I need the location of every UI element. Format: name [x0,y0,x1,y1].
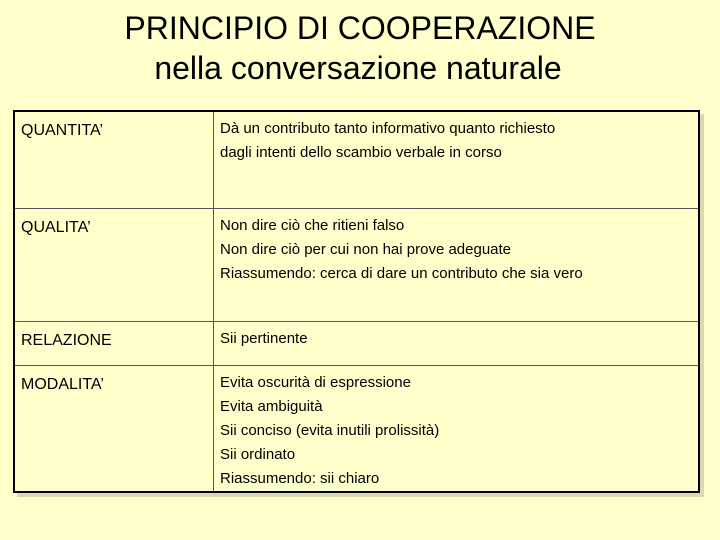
description-line: Dà un contributo tanto informativo quanto richiesto [220,120,556,137]
table-row-qualita [14,208,699,321]
description-line: Evita ambiguità [220,397,323,415]
row-label: QUALITA’ [14,208,214,321]
row-description [214,321,700,365]
table-row-modalita [14,365,699,492]
description-line: Riassumendo: cerca di dare un contributo che sia vero [220,264,583,282]
row-label: MODALITA’ [14,365,214,492]
cooperation-principle-table [13,110,700,493]
description-line: dagli intenti dello scambio verbale in corso [220,144,502,161]
description-line: Non dire ciò che ritieni falso [220,216,405,234]
description-line: Sii pertinente [220,329,308,347]
description-line: Sii ordinato [220,445,296,463]
title-line-2: nella conversazione naturale [154,50,562,86]
slide-title [0,8,720,88]
table-row-quantita [14,111,699,208]
row-label: RELAZIONE [14,321,214,365]
description-line: Riassumendo: sii chiaro [220,469,380,487]
row-label: QUANTITA’ [14,111,214,208]
title-line-1: PRINCIPIO DI COOPERAZIONE [124,10,596,46]
row-description [214,111,700,208]
description-line: Sii conciso (evita inutili prolissità) [220,421,440,439]
description-line: Non dire ciò per cui non hai prove adeguate [220,240,512,258]
table-row-relazione [14,321,699,365]
row-description [214,208,700,321]
description-line: Evita oscurità di espressione [220,373,411,391]
row-description [214,365,700,492]
